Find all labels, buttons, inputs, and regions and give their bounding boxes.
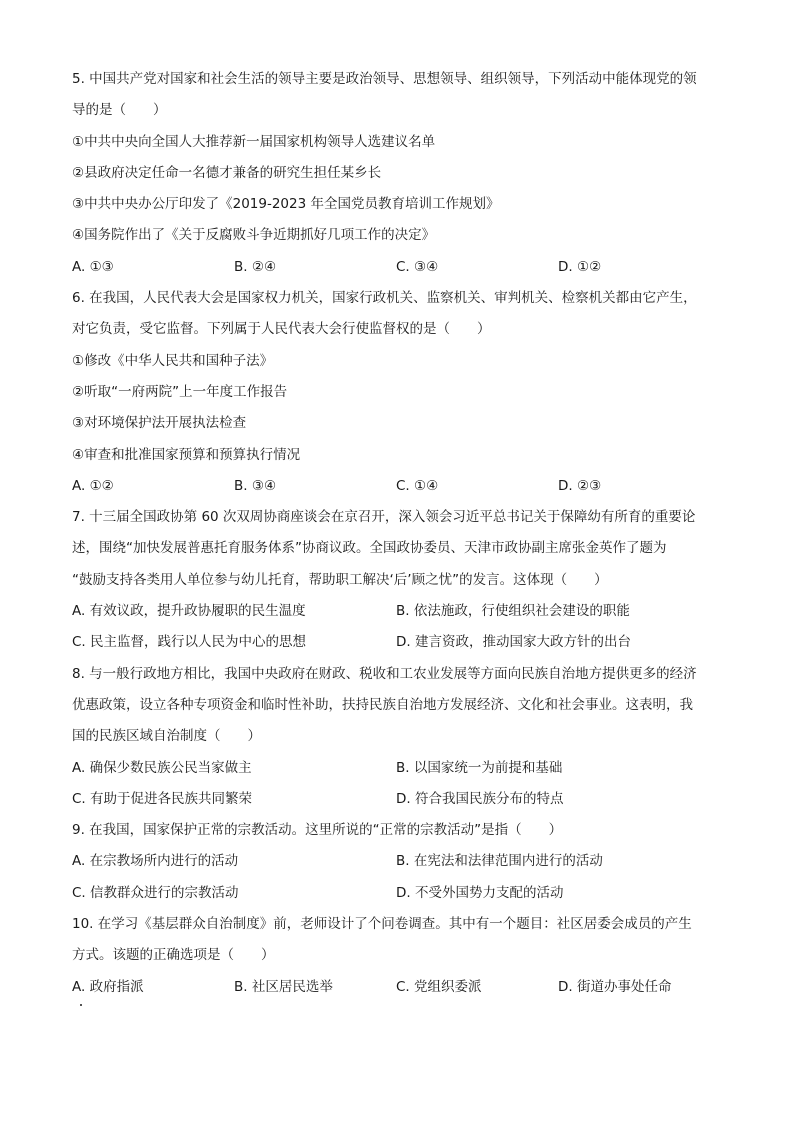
option-b[interactable]: B. 依法施政，行使组织社会建设的职能 (396, 603, 630, 620)
statement-item: ④国务院作出了《关于反腐败斗争近期抓好几项工作的决定》 (72, 227, 436, 244)
question-stem: 国的民族区域自治制度（ ） (72, 728, 261, 745)
option-row (72, 596, 732, 627)
question-stem: 7. 十三届全国政协第 60 次双周协商座谈会在京召开，深入领会习近平总书记关于保障幼有所育的重要论 (72, 509, 696, 526)
question-stem: 9. 在我国，国家保护正常的宗教活动。这里所说的“正常的宗教活动”是指（ ） (72, 822, 563, 839)
exam-page (72, 64, 732, 1003)
option-b[interactable]: B. ②④ (234, 258, 277, 275)
question-stem: 导的是（ ） (72, 102, 167, 119)
question-5 (72, 64, 732, 283)
option-row (72, 784, 732, 815)
option-b[interactable]: B. ③④ (234, 477, 277, 494)
option-a[interactable]: A. 在宗教场所内进行的活动 (72, 853, 239, 870)
question-8 (72, 659, 732, 815)
option-c[interactable]: C. 党组织委派 (396, 978, 482, 995)
option-d[interactable]: D. ②③ (558, 477, 602, 494)
option-c[interactable]: C. 有助于促进各民族共同繁荣 (72, 790, 253, 807)
option-c[interactable]: C. 信教群众进行的宗教活动 (72, 884, 239, 901)
statement-item: ④审查和批准国家预算和预算执行情况 (72, 446, 301, 463)
question-stem: 10. 在学习《基层群众自治制度》前，老师设计了个问卷调查。其中有一个题目：社区居委会成员的产生 (72, 916, 692, 933)
option-d[interactable]: D. ①② (558, 258, 602, 275)
option-a[interactable]: A. 确保少数民族公民当家做主 (72, 759, 252, 776)
question-7 (72, 502, 732, 658)
option-d[interactable]: D. 不受外国势力支配的活动 (396, 884, 564, 901)
option-d[interactable]: D. 街道办事处任命 (558, 978, 672, 995)
option-d[interactable]: D. 符合我国民族分布的特点 (396, 790, 564, 807)
question-stem: 6. 在我国，人民代表大会是国家权力机关，国家行政机关、监察机关、审判机关、检察机关都由它产生， (72, 290, 697, 307)
option-row (72, 753, 732, 784)
question-6 (72, 283, 732, 502)
option-a[interactable]: A. ①③ (72, 258, 114, 275)
option-row (72, 627, 732, 658)
option-c[interactable]: C. ③④ (396, 258, 439, 275)
question-9 (72, 815, 732, 909)
option-a[interactable]: A. ①② (72, 477, 114, 494)
statement-item: ②县政府决定任命一名德才兼备的研究生担任某乡长 (72, 164, 382, 181)
option-row (72, 972, 732, 1003)
option-c[interactable]: C. 民主监督，践行以人民为中心的思想 (72, 634, 307, 651)
option-c[interactable]: C. ①④ (396, 477, 439, 494)
question-stem: 述，围绕“加快发展普惠托育服务体系”协商议政。全国政协委员、天津市政协副主席张金英作了题为 (72, 540, 667, 557)
question-10 (72, 909, 732, 1003)
question-stem: “鼓励支持各类用人单位参与幼儿托育，帮助职工解决‘后’顾之忧”的发言。这体现（ ） (72, 571, 608, 588)
statement-item: ①修改《中华人民共和国种子法》 (72, 352, 274, 369)
stray-mark (80, 1004, 82, 1006)
question-stem: 优惠政策，设立各种专项资金和临时性补助，扶持民族自治地方发展经济、文化和社会事业。这表明，我 (72, 696, 693, 713)
option-a[interactable]: A. 有效议政，提升政协履职的民生温度 (72, 603, 306, 620)
question-stem: 对它负责，受它监督。下列属于人民代表大会行使监督权的是（ ） (72, 321, 491, 338)
option-b[interactable]: B. 在宪法和法律范围内进行的活动 (396, 853, 603, 870)
option-row (72, 846, 732, 877)
option-row (72, 878, 732, 909)
option-b[interactable]: B. 社区居民选举 (234, 978, 333, 995)
question-stem: 8. 与一般行政地方相比，我国中央政府在财政、税收和工农业发展等方面向民族自治地方提供更多的经济 (72, 665, 697, 682)
statement-item: ①中共中央向全国人大推荐新一届国家机构领导人选建议名单 (72, 133, 436, 150)
question-stem: 5. 中国共产党对国家和社会生活的领导主要是政治领导、思想领导、组织领导，下列活动中能体现党的领 (72, 71, 697, 87)
option-d[interactable]: D. 建言资政，推动国家大政方针的出台 (396, 634, 631, 651)
statement-item: ③中共中央办公厅印发了《2019-2023 年全国党员教育培训工作规划》 (72, 196, 500, 213)
option-row (72, 471, 732, 502)
option-row (72, 252, 732, 283)
statement-item: ③对环境保护法开展执法检查 (72, 415, 247, 432)
option-a[interactable]: A. 政府指派 (72, 978, 144, 995)
option-b[interactable]: B. 以国家统一为前提和基础 (396, 759, 563, 776)
statement-item: ②听取“一府两院”上一年度工作报告 (72, 383, 288, 400)
question-stem: 方式。该题的正确选项是（ ） (72, 947, 275, 964)
